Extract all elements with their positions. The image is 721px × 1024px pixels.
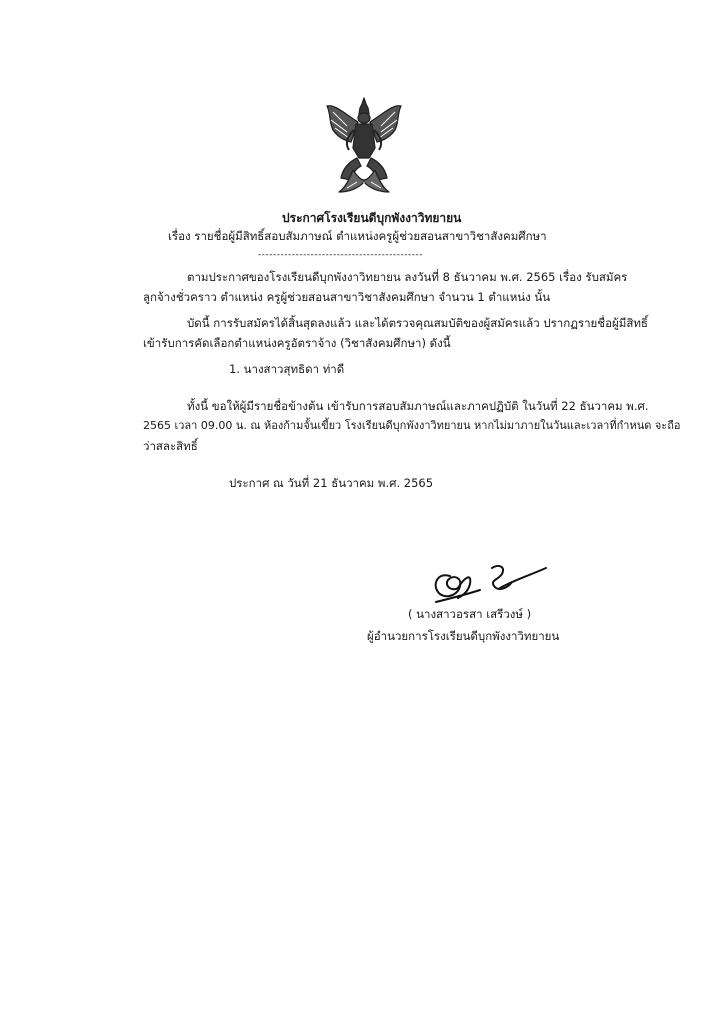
paragraph-3-line-3: ว่าสละสิทธิ์: [143, 439, 198, 453]
paragraph-3-line-1: ทั้งนี้ ขอให้ผู้มีรายชื่อข้างต้น เข้ารับการสอบสัมภาษณ์และภาคปฏิบัติ ในวันที่ 22 ธันวาคม พ.ศ.: [187, 399, 649, 413]
paragraph-3-line-2: 2565 เวลา 09.00 น. ณ ห้องก้ามจั้นเขี้ยว โรงเรียนดีบุกพังงาวิทยายน หากไม่มาภายในวันและเวลาที่กำหนด จะถือ: [143, 419, 681, 432]
heading-divider: --------------------------------------------: [258, 250, 423, 260]
signatory-name: ( นางสาวอรสา เสรีวงษ์ ): [408, 607, 532, 621]
candidate-list-item: 1. นางสาวสุทธิดา ท่าดี: [229, 362, 345, 376]
handwritten-signature: [428, 558, 552, 604]
paragraph-2-line-1: บัดนี้ การรับสมัครได้สิ้นสุดลงแล้ว และได้ตรวจคุณสมบัติของผู้สมัครแล้ว ปรากฏรายชื่อผู้มีสิทธิ์: [187, 316, 648, 330]
document-title: ประกาศโรงเรียนดีบุกพังงาวิทยายน: [282, 211, 462, 225]
garuda-emblem-icon: [323, 96, 405, 196]
signatory-position: ผู้อำนวยการโรงเรียนดีบุกพังงาวิทยายน: [367, 629, 560, 643]
paragraph-1-line-2: ลูกจ้างชั่วคราว ตำแหน่ง ครูผู้ช่วยสอนสาขาวิชาสังคมศึกษา จำนวน 1 ตำแหน่ง นั้น: [143, 290, 551, 304]
paragraph-2-line-2: เข้ารับการคัดเลือกตำแหน่งครูอัตราจ้าง (วิชาสังคมศึกษา) ดังนี้: [143, 336, 451, 350]
document-subject: เรื่อง รายชื่อผู้มีสิทธิ์สอบสัมภาษณ์ ตำแหน่งครูผู้ช่วยสอนสาขาวิชาสังคมศึกษา: [168, 229, 547, 243]
announcement-date: ประกาศ ณ วันที่ 21 ธันวาคม พ.ศ. 2565: [229, 476, 434, 490]
paragraph-1-line-1: ตามประกาศของโรงเรียนดีบุกพังงาวิทยายน ลงวันที่ 8 ธันวาคม พ.ศ. 2565 เรื่อง รับสมัคร: [187, 270, 628, 284]
